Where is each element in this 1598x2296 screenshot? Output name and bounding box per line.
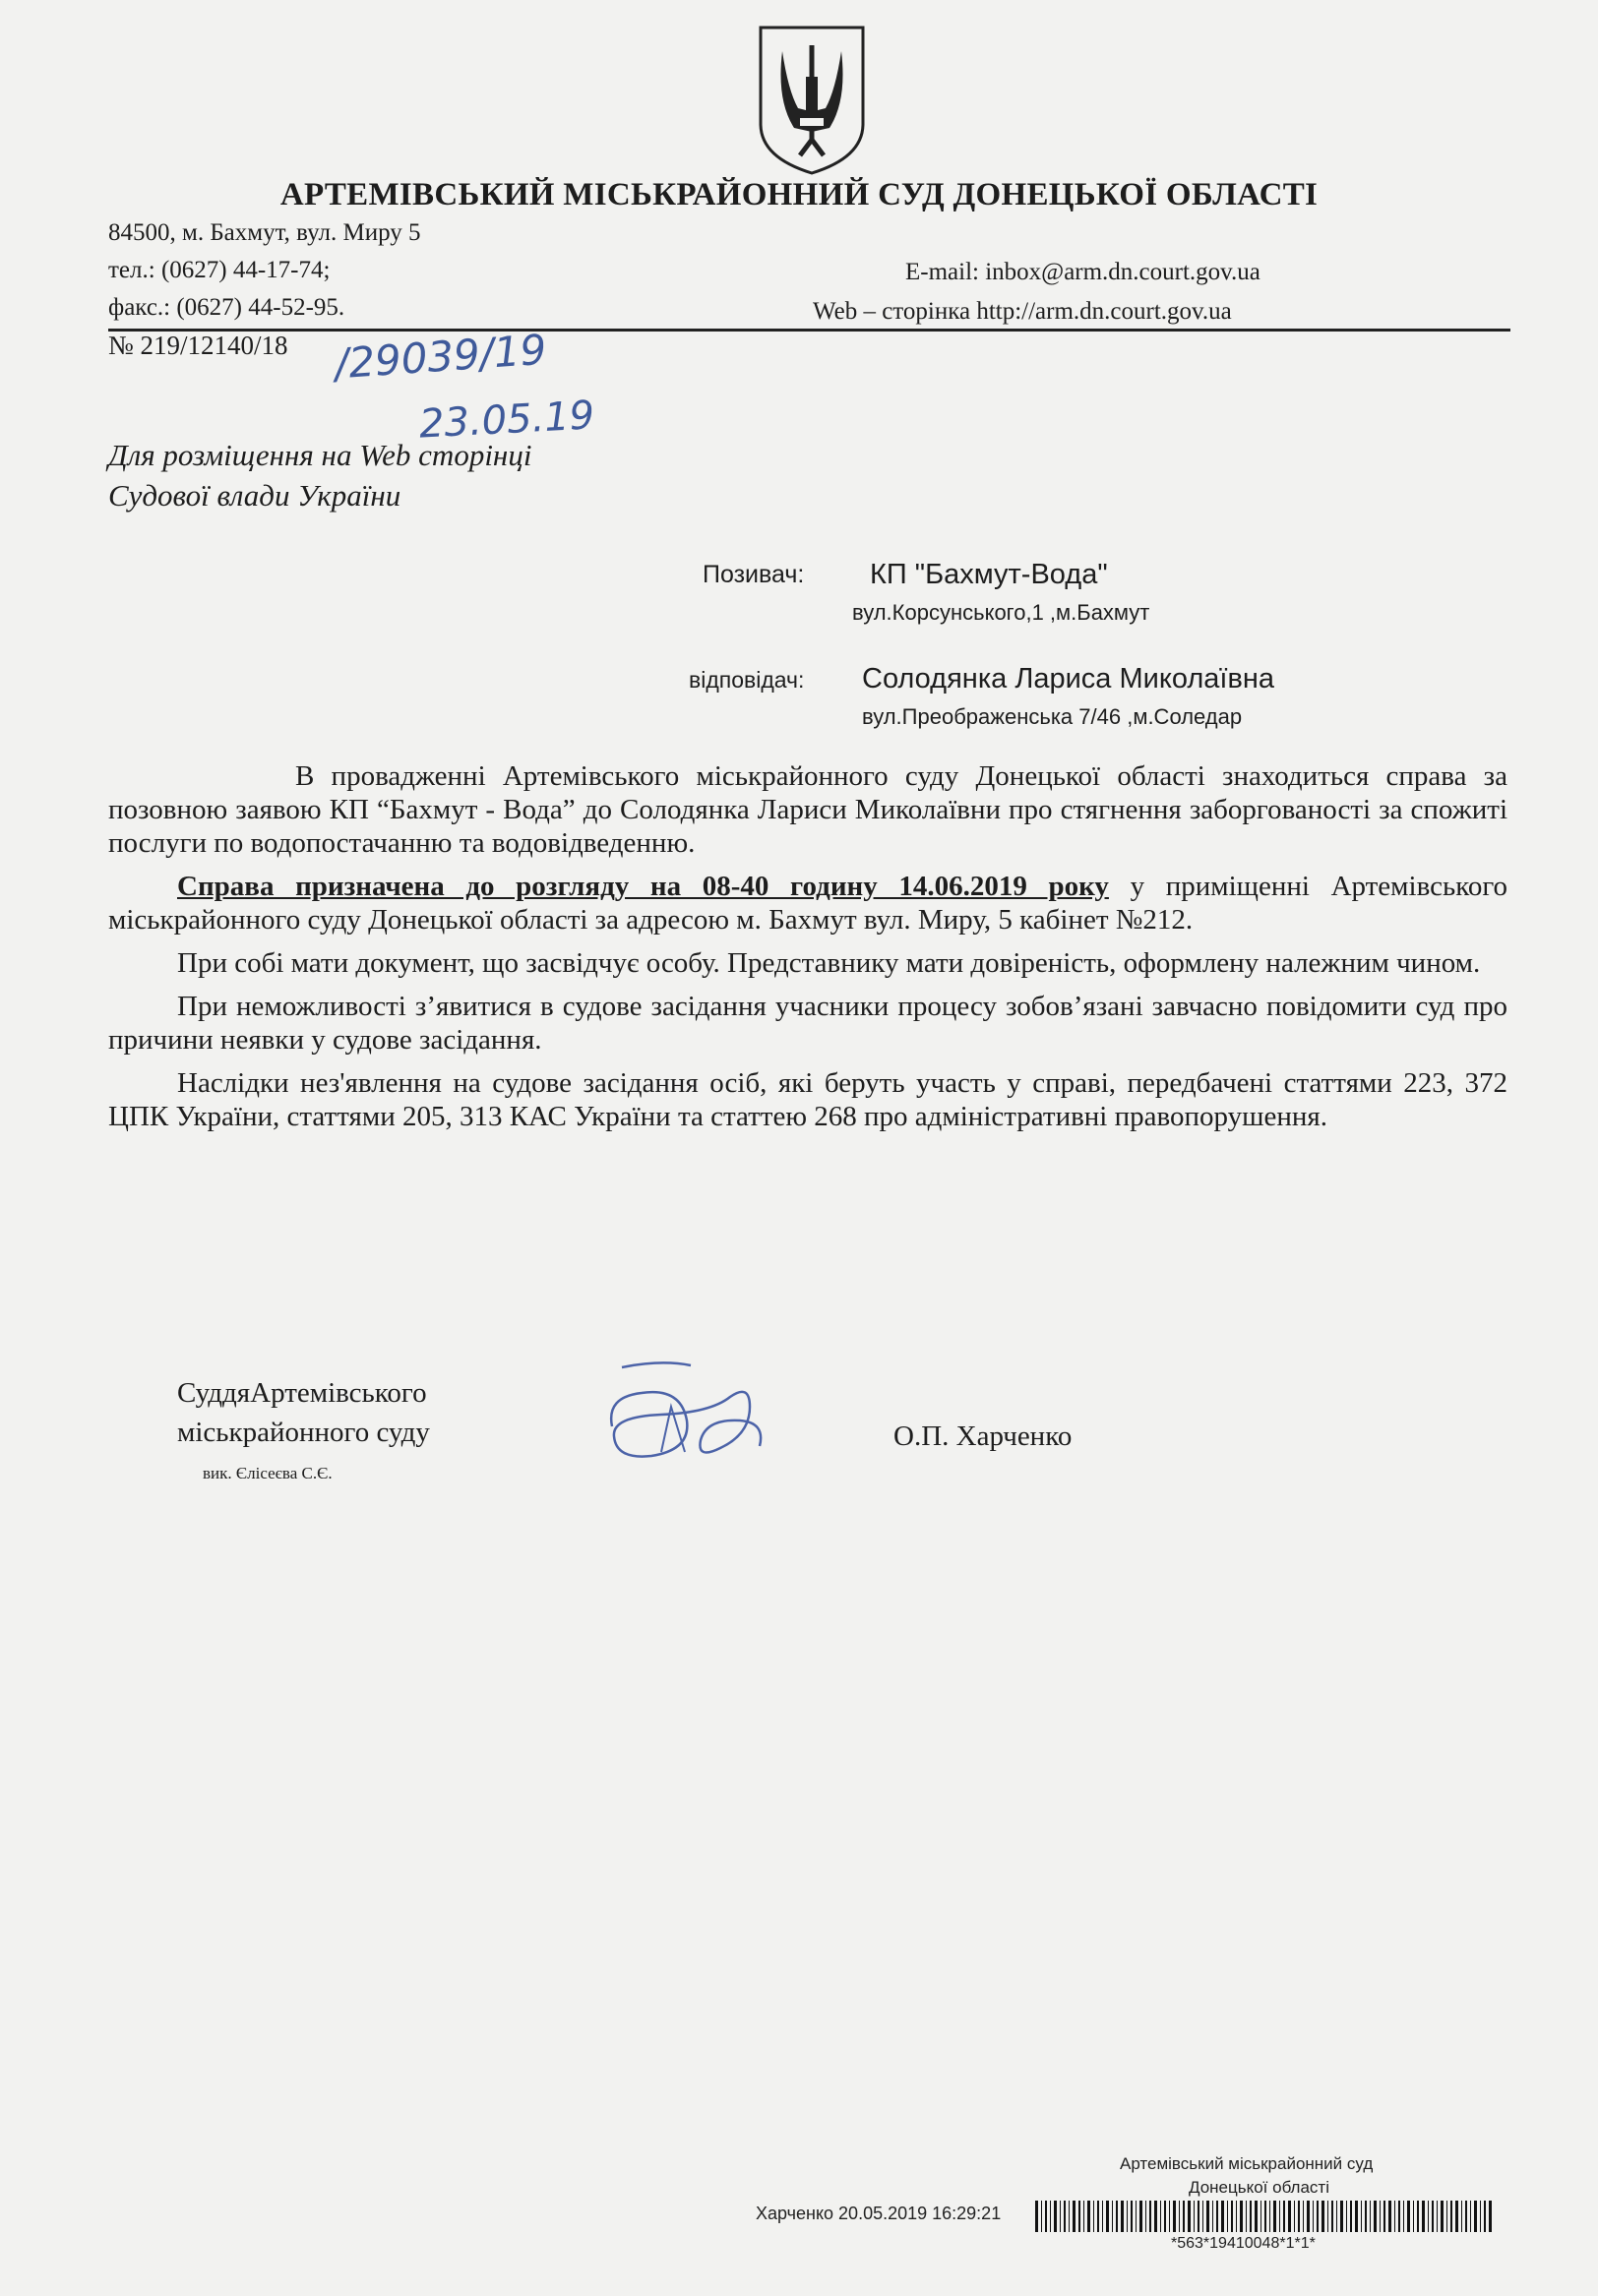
judge-title-line-1: СуддяАртемівського — [177, 1377, 427, 1409]
stamp-court-name: Артемівський міськрайонний суд — [1120, 2154, 1374, 2173]
hearing-date-statement: Справа призначена до розгляду на 08-40 годину 14.06.2019 року — [177, 871, 1109, 902]
case-number: № 219/12140/18 — [108, 331, 288, 360]
judge-signature-icon — [602, 1358, 775, 1476]
header-divider — [108, 329, 1510, 332]
body-paragraph-5: Наслідки нез'явлення на судове засідання осіб, які беруть участь у справі, передбачені статтями 223, 372 ЦПК України, статтями 205, 313 КАС України та статтею 268 про адміністративні правопорушення. — [108, 1067, 1507, 1132]
barcode-icon — [1035, 2201, 1496, 2232]
body-paragraph-1: В провадженні Артемівського міськрайонного суду Донецької області знаходиться справа за позовною заявою КП “Бахмут - Вода” до Солодянка Лариси Миколаївни про стягнення заборгованості за спожиті послуги по водопостачанню та водовідведенню. — [108, 760, 1507, 859]
letter-body — [108, 759, 1507, 1143]
body-paragraph-3: При собі мати документ, що засвідчує особу. Представнику мати довіреність, оформлену належним чином. — [177, 947, 1481, 979]
barcode-text: *563*19410048*1*1* — [1171, 2235, 1316, 2252]
placement-note-line-2: Судової влади України — [108, 478, 401, 513]
defendant-label: відповідач: — [689, 667, 805, 693]
defendant-address: вул.Преображенська 7/46 ,м.Соледар — [862, 704, 1243, 729]
defendant-name: Солодянка Лариса Миколаївна — [862, 663, 1275, 695]
handwritten-date: 23.05.19 — [417, 393, 596, 448]
handwritten-registration-number: /29039/19 — [333, 325, 548, 389]
court-web: Web – сторінка http://arm.dn.court.gov.ua — [813, 298, 1232, 325]
body-paragraph-2 — [108, 870, 1507, 937]
court-address: 84500, м. Бахмут, вул. Миру 5 — [108, 219, 421, 246]
trident-emblem-icon — [753, 22, 871, 177]
plaintiff-address: вул.Корсунського,1 ,м.Бахмут — [852, 600, 1150, 625]
stamp-region: Донецької області — [1189, 2178, 1329, 2197]
hearing-location: у приміщенні Артемівського міськрайонного суду Донецької області за адресою м. Бахмут вул. Миру, 5 кабінет №212. — [108, 871, 1507, 936]
body-paragraph-4: При неможливості з’явитися в судове засідання учасники процесу зобов’язані завчасно повідомити суд про причини неявки у судове засідання. — [108, 991, 1507, 1056]
court-phone: тел.: (0627) 44-17-74; — [108, 257, 331, 283]
court-name: АРТЕМІВСЬКИЙ МІСЬКРАЙОННИЙ СУД ДОНЕЦЬКОЇ ОБЛАСТІ — [279, 177, 1319, 212]
court-email: E-mail: inbox@arm.dn.court.gov.ua — [905, 259, 1260, 285]
judge-title-line-2: міськрайонного суду — [177, 1417, 430, 1448]
judge-name: О.П. Харченко — [893, 1420, 1073, 1452]
plaintiff-label: Позивач: — [703, 561, 805, 588]
placement-note-line-1: Для розміщення на Web сторінці — [108, 438, 532, 472]
plaintiff-name: КП "Бахмут-Вода" — [870, 559, 1108, 590]
court-fax: факс.: (0627) 44-52-95. — [108, 294, 345, 321]
electronic-signature-info: Харченко 20.05.2019 16:29:21 — [756, 2204, 1002, 2223]
executor-name: вик. Єлісеєва С.Є. — [203, 1464, 333, 1482]
